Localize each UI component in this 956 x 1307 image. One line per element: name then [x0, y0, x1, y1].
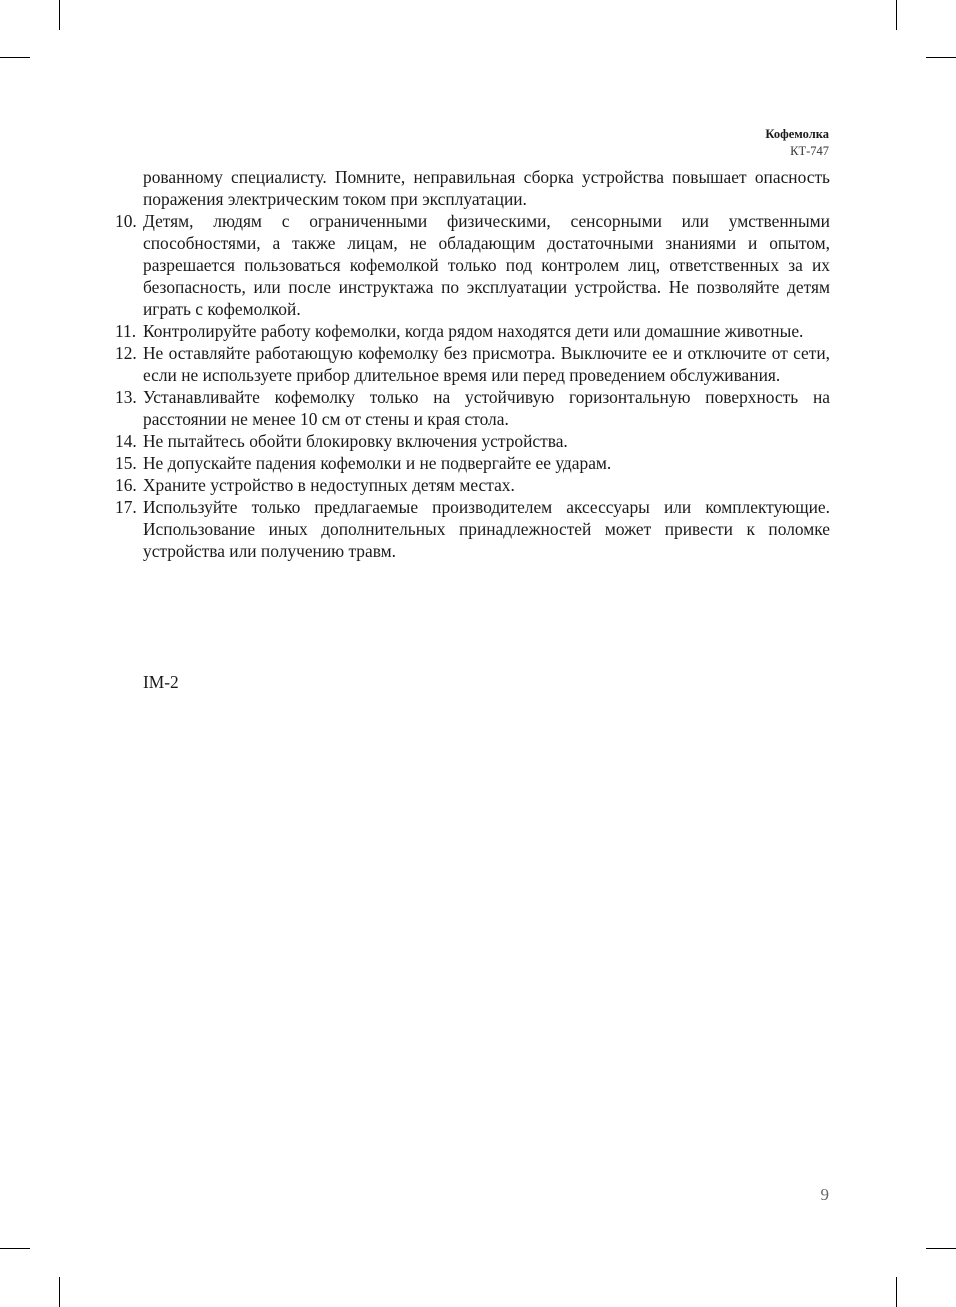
item-number: 12. [115, 343, 137, 363]
list-item [115, 430, 830, 452]
item-number: 15. [115, 453, 137, 473]
item-number: 11. [115, 321, 137, 341]
list-item [115, 210, 830, 320]
safety-instructions [115, 166, 830, 562]
item-text: Не пытайтесь обойти блокировку включения устройства. [143, 431, 568, 451]
crop-mark [0, 1248, 30, 1249]
header-title: Кофемолка [765, 127, 829, 141]
document-code: IM-2 [143, 672, 179, 692]
item-text: Детям, людям с ограниченными физическими, сенсорными или умственными способностями, а также лицам, не обладающим достаточными знаниями и опытом, разрешается пользоваться кофемолкой только под контролем лиц, ответственных за их безопасность, или после инструктажа по эксплуатации устройства. Не позволяйте детям играть с кофемолкой. [143, 211, 830, 319]
list-item [115, 386, 830, 430]
header-model: КТ-747 [790, 144, 829, 158]
crop-mark [926, 57, 956, 58]
item-text: Контролируйте работу кофемолки, когда рядом находятся дети или домашние животные. [143, 321, 804, 341]
crop-mark [896, 1277, 897, 1307]
running-header [765, 126, 829, 160]
item-number: 17. [115, 497, 137, 517]
crop-mark [896, 0, 897, 30]
item-text: Используйте только предлагаемые производителем аксессуары или комплектующие. Использование иных дополнительных принадлежностей может привести к поломке устройства или получению травм. [143, 497, 830, 561]
list-item [115, 474, 830, 496]
item-number: 14. [115, 431, 137, 451]
list-item [115, 320, 830, 342]
item-text: Устанавливайте кофемолку только на устойчивую горизонтальную поверхность на расстоянии не менее 10 см от стены и края стола. [143, 387, 830, 429]
item-number: 13. [115, 387, 137, 407]
item-number: 16. [115, 475, 137, 495]
item-text: Не оставляйте работающую кофемолку без присмотра. Выключите ее и отключите от сети, если не используете прибор длительное время или перед проведением обслуживания. [143, 343, 830, 385]
crop-mark [59, 1277, 60, 1307]
list-item [115, 342, 830, 386]
crop-mark [0, 57, 30, 58]
page-number: 9 [820, 1185, 829, 1204]
item-text: Храните устройство в недоступных детям местах. [143, 475, 515, 495]
item-text: Не допускайте падения кофемолки и не подвергайте ее ударам. [143, 453, 612, 473]
list-item [115, 452, 830, 474]
crop-mark [59, 0, 60, 30]
list-item [115, 496, 830, 562]
crop-mark [926, 1248, 956, 1249]
item-number: 10. [115, 211, 137, 231]
continuation-text: рованному специалисту. Помните, неправильная сборка устройства повышает опасность поражения электрическим током при эксплуатации. [143, 167, 830, 209]
